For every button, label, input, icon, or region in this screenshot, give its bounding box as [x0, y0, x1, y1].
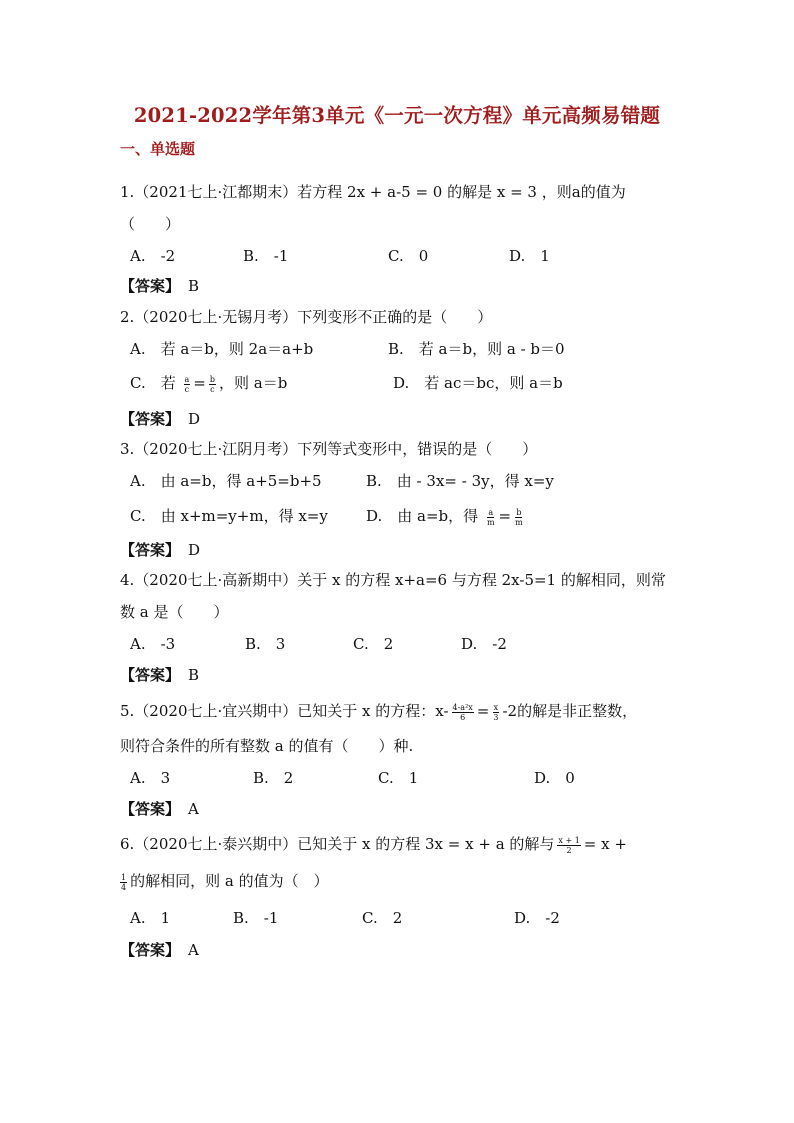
fraction-a-over-m [486, 508, 496, 527]
fraction-denominator: 2 [566, 845, 572, 855]
answer-value: D [188, 410, 201, 428]
question-2-text: 2.（2020七上·无锡月考）下列变形不正确的是（ ） [120, 308, 493, 326]
fraction-numerator: 1 [121, 872, 127, 882]
question-6-text-end: = x + [583, 835, 627, 853]
question-3-option-b: B. 由 - 3x= - 3y，得 x=y [366, 472, 554, 490]
fraction-denominator: c [210, 384, 215, 394]
question-5-answer [120, 799, 199, 819]
answer-label: 【答案】 [120, 800, 181, 818]
question-5-text-start: 5.（2020七上·宜兴期中）已知关于 x 的方程：x- [120, 702, 449, 720]
answer-value: B [188, 277, 200, 295]
question-4-answer [120, 665, 199, 685]
answer-value: D [188, 541, 201, 559]
fraction-numerator: x + 1 [558, 835, 580, 845]
question-4-option-d: D. -2 [461, 635, 507, 653]
question-1-answer [120, 276, 199, 296]
question-5-option-b: B. 2 [253, 769, 294, 787]
answer-label: 【答案】 [120, 410, 181, 428]
equals-sign: = [476, 702, 490, 720]
question-2-option-a: A. 若 a＝b，则 2a＝a+b [130, 340, 314, 358]
page-title: 2021-2022学年第3单元《一元一次方程》单元高频易错题 [133, 104, 661, 127]
fraction-denominator: 6 [460, 712, 466, 722]
option-c-label: C. 若 [130, 374, 176, 392]
option-d-label: D. 由 a=b，得 [366, 507, 479, 525]
fraction-x-over-3 [492, 703, 499, 722]
question-5-text-cont: 则符合条件的所有整数 a 的值有（ ）种. [120, 737, 414, 755]
answer-value: B [188, 666, 200, 684]
question-1-option-b: B. -1 [243, 247, 289, 265]
fraction-b-over-m [514, 508, 524, 527]
question-5-text-end: -2的解是非正整数， [502, 702, 638, 720]
question-6-option-a: A. 1 [130, 909, 171, 927]
question-6-text-cont-words: 的解相同，则 a 的值为（ ） [130, 872, 329, 890]
fraction-denominator: 4 [121, 882, 127, 892]
question-4-option-a: A. -3 [130, 635, 176, 653]
question-2-option-c [130, 373, 287, 394]
question-2-answer [120, 409, 200, 429]
fraction-4-a2x-over-6 [452, 703, 474, 722]
fraction-numerator: a [488, 507, 494, 517]
fraction-numerator: a [184, 374, 190, 384]
question-2-option-d: D. 若 ac＝bc，则 a＝b [393, 374, 563, 392]
question-6-option-c: C. 2 [362, 909, 403, 927]
question-1-option-a: A. -2 [130, 247, 176, 265]
question-4-option-b: B. 3 [245, 635, 286, 653]
fraction-1-over-4 [120, 873, 127, 892]
fraction-denominator: 3 [493, 712, 499, 722]
question-4-text: 4.（2020七上·高新期中）关于 x 的方程 x+a=6 与方程 2x-5=1 的解相同，则常 [120, 571, 666, 589]
equals-sign: = [498, 507, 512, 525]
option-c-tail: ，则 a＝b [218, 374, 288, 392]
question-5-option-d: D. 0 [534, 769, 575, 787]
question-4-option-c: C. 2 [353, 635, 394, 653]
answer-value: A [188, 941, 199, 959]
equals-sign: = [193, 374, 206, 392]
question-6-answer [120, 940, 199, 960]
question-5-option-a: A. 3 [130, 769, 171, 787]
question-5-text [120, 701, 637, 722]
question-6-option-b: B. -1 [233, 909, 279, 927]
question-3-option-d [366, 506, 527, 527]
fraction-numerator: 4-a²x [452, 702, 473, 712]
answer-label: 【答案】 [120, 941, 181, 959]
question-1-option-d: D. 1 [509, 247, 550, 265]
fraction-denominator: m [515, 517, 523, 527]
question-4-text-cont: 数 a 是（ ） [120, 603, 229, 621]
question-1-option-c: C. 0 [388, 247, 429, 265]
answer-label: 【答案】 [120, 541, 181, 559]
question-6-text-cont [120, 871, 329, 892]
question-3-text: 3.（2020七上·江阴月考）下列等式变形中，错误的是（ ） [120, 440, 538, 458]
fraction-numerator: b [516, 507, 522, 517]
fraction-numerator: x [493, 702, 499, 712]
answer-value: A [188, 800, 199, 818]
question-5-option-c: C. 1 [378, 769, 419, 787]
fraction-denominator: m [486, 517, 495, 527]
section-heading: 一、单选题 [120, 140, 196, 158]
answer-label: 【答案】 [120, 666, 181, 684]
question-3-option-c: C. 由 x+m=y+m，得 x=y [130, 507, 328, 525]
fraction-a-over-c [184, 375, 191, 394]
question-1-text: 1.（2021七上·江都期末）若方程 2x + a-5 = 0 的解是 x = 3 ，则a的值为 [120, 183, 626, 201]
question-2-option-b: B. 若 a＝b，则 a - b＝0 [388, 340, 565, 358]
question-6-text [120, 834, 627, 855]
answer-label: 【答案】 [120, 277, 181, 295]
fraction-b-over-c [209, 375, 216, 394]
question-3-option-a: A. 由 a=b，得 a+5=b+5 [130, 472, 322, 490]
question-3-answer [120, 540, 200, 560]
question-6-text-start: 6.（2020七上·泰兴期中）已知关于 x 的方程 3x = x + a 的解与 [120, 835, 555, 853]
question-6-option-d: D. -2 [514, 909, 560, 927]
question-1-text-cont: （ ） [120, 215, 181, 233]
fraction-denominator: c [184, 384, 190, 394]
fraction-numerator: b [209, 374, 215, 384]
fraction-x-plus-1-over-2 [557, 836, 580, 855]
